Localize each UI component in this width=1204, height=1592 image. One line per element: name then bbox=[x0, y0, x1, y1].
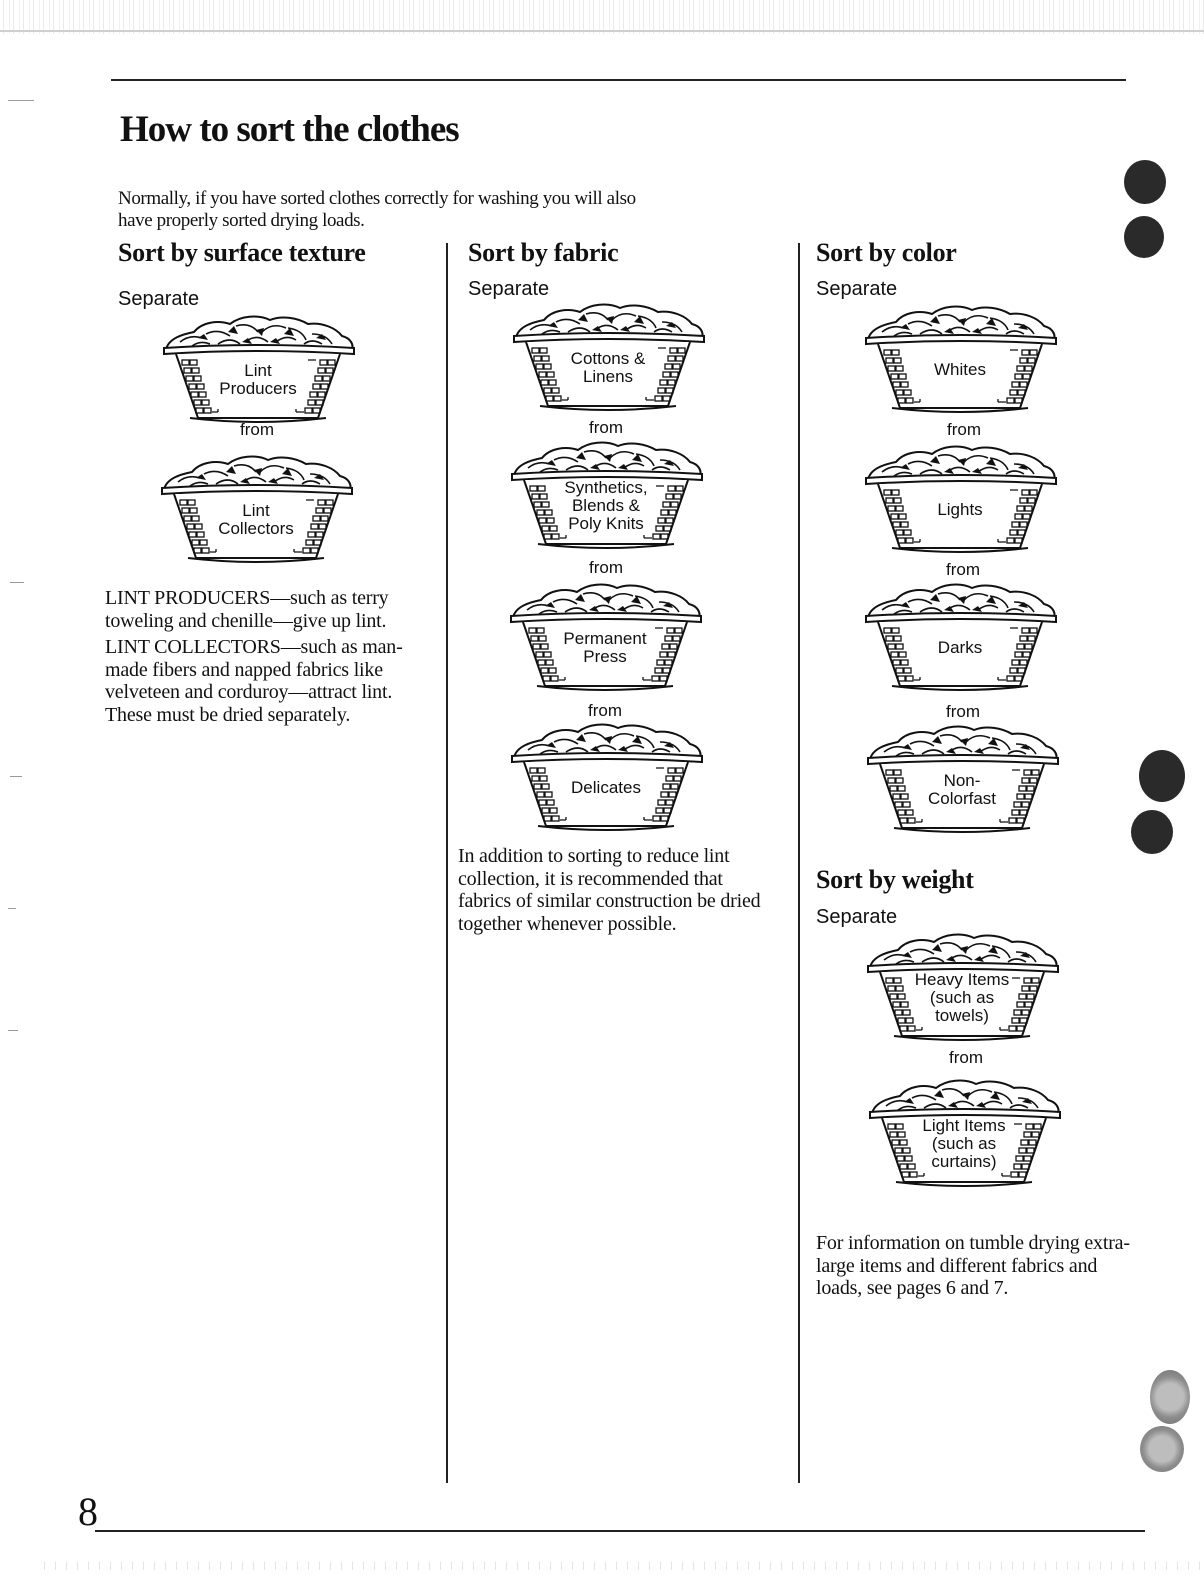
basket-label-line: Linens bbox=[582, 367, 634, 386]
scan-noise-bottom bbox=[40, 1562, 1204, 1570]
margin-mark bbox=[8, 1030, 18, 1031]
column-divider-right bbox=[798, 243, 800, 1483]
basket-label bbox=[546, 754, 666, 822]
margin-mark bbox=[8, 908, 16, 909]
texture-explanation bbox=[105, 587, 415, 730]
basket-label bbox=[548, 334, 668, 402]
basket-label-line: Blends & bbox=[571, 496, 641, 515]
intro-text: Normally, if you have sorted clothes correctly for washing you will also have properly sorted drying loads. bbox=[118, 188, 636, 231]
laundry-basket bbox=[156, 452, 356, 564]
lint-producers-text: LINT PRODUCERS—such as terry toweling and chenille—give up lint. bbox=[105, 587, 389, 632]
laundry-basket bbox=[860, 580, 1060, 692]
lint-collectors-text: LINT COLLECTORS—such as man-made fibers and napped fabrics like velveteen and corduroy—attract lint. These must be dried separately. bbox=[105, 636, 403, 726]
laundry-basket bbox=[860, 442, 1060, 554]
basket-label-line: Darks bbox=[937, 638, 983, 657]
heading-sort-by-weight: Sort by weight bbox=[816, 865, 974, 894]
basket-label-line: Delicates bbox=[571, 778, 641, 797]
from-label: from bbox=[946, 560, 980, 579]
scan-noise-top bbox=[0, 0, 1204, 34]
fabric-note: In addition to sorting to reduce lint collection, it is recommended that fabrics of similar construction be dried together whenever possible. bbox=[458, 845, 761, 935]
laundry-basket bbox=[158, 312, 358, 424]
from-label: from bbox=[947, 420, 981, 439]
margin-mark bbox=[10, 582, 24, 583]
page-title: How to sort the clothes bbox=[120, 109, 459, 150]
basket-label bbox=[902, 964, 1022, 1032]
binder-hole-mark bbox=[1124, 160, 1166, 204]
separate-label: Separate bbox=[118, 288, 200, 310]
from-label: from bbox=[588, 701, 622, 720]
basket-label bbox=[900, 336, 1020, 404]
basket-label-line: towels) bbox=[935, 1006, 989, 1025]
from-label: from bbox=[589, 418, 623, 437]
basket-label-line: Lint bbox=[242, 501, 270, 520]
basket-label bbox=[904, 1110, 1024, 1178]
separate-label: Separate bbox=[816, 906, 898, 928]
basket-label-line: (such as bbox=[929, 988, 995, 1007]
laundry-basket bbox=[506, 720, 706, 832]
basket-label-line: Heavy Items bbox=[914, 970, 1010, 989]
heading-sort-by-surface-texture: Sort by surface texture bbox=[118, 238, 366, 267]
from-label: from bbox=[946, 702, 980, 721]
from-label: from bbox=[240, 420, 274, 439]
basket-label-line: Producers bbox=[219, 379, 297, 398]
binder-hole-mark bbox=[1150, 1370, 1190, 1424]
heading-sort-by-fabric: Sort by fabric bbox=[468, 238, 619, 267]
basket-label-line: Lint bbox=[244, 361, 272, 380]
top-rule bbox=[111, 79, 1126, 81]
binder-hole-mark bbox=[1139, 750, 1185, 802]
basket-label-line: Light Items bbox=[922, 1116, 1006, 1135]
binder-hole-mark bbox=[1131, 810, 1173, 854]
basket-label bbox=[900, 614, 1020, 682]
heading-sort-by-color: Sort by color bbox=[816, 238, 957, 267]
basket-label bbox=[900, 476, 1020, 544]
laundry-basket bbox=[862, 930, 1062, 1042]
laundry-basket bbox=[505, 580, 705, 692]
basket-label bbox=[545, 614, 665, 682]
basket-label-line: Whites bbox=[934, 360, 986, 379]
from-label: from bbox=[949, 1048, 983, 1067]
weight-note: For information on tumble drying extra-large items and different fabrics and loads, see pages 6 and 7. bbox=[816, 1232, 1130, 1299]
basket-label-line: Cottons & bbox=[570, 349, 646, 368]
basket-label-line: Synthetics, bbox=[564, 478, 648, 497]
basket-label-line: curtains) bbox=[931, 1152, 997, 1171]
laundry-basket bbox=[506, 438, 706, 550]
basket-label-line: Press bbox=[583, 647, 627, 666]
margin-mark bbox=[10, 776, 22, 777]
laundry-basket bbox=[864, 1076, 1064, 1188]
column-divider-left bbox=[446, 243, 448, 1483]
basket-label bbox=[902, 756, 1022, 824]
binder-hole-mark bbox=[1124, 216, 1164, 258]
laundry-basket bbox=[508, 300, 708, 412]
scan-line-top bbox=[0, 30, 1204, 32]
basket-label bbox=[198, 346, 318, 414]
bottom-rule bbox=[95, 1530, 1145, 1532]
basket-label bbox=[546, 472, 666, 540]
basket-label-line: Collectors bbox=[218, 519, 294, 538]
separate-label: Separate bbox=[468, 278, 550, 300]
basket-label-line: Poly Knits bbox=[568, 514, 644, 533]
page-number: 8 bbox=[78, 1489, 98, 1534]
laundry-basket bbox=[862, 722, 1062, 834]
from-label: from bbox=[589, 558, 623, 577]
separate-label: Separate bbox=[816, 278, 898, 300]
basket-label-line: Permanent bbox=[563, 629, 647, 648]
binder-hole-mark bbox=[1140, 1426, 1184, 1472]
basket-label-line: Non- bbox=[943, 771, 981, 790]
margin-mark bbox=[8, 100, 34, 101]
basket-label-line: (such as bbox=[931, 1134, 997, 1153]
laundry-basket bbox=[860, 302, 1060, 414]
basket-label-line: Colorfast bbox=[927, 789, 997, 808]
basket-label-line: Lights bbox=[937, 500, 983, 519]
basket-label bbox=[196, 486, 316, 554]
